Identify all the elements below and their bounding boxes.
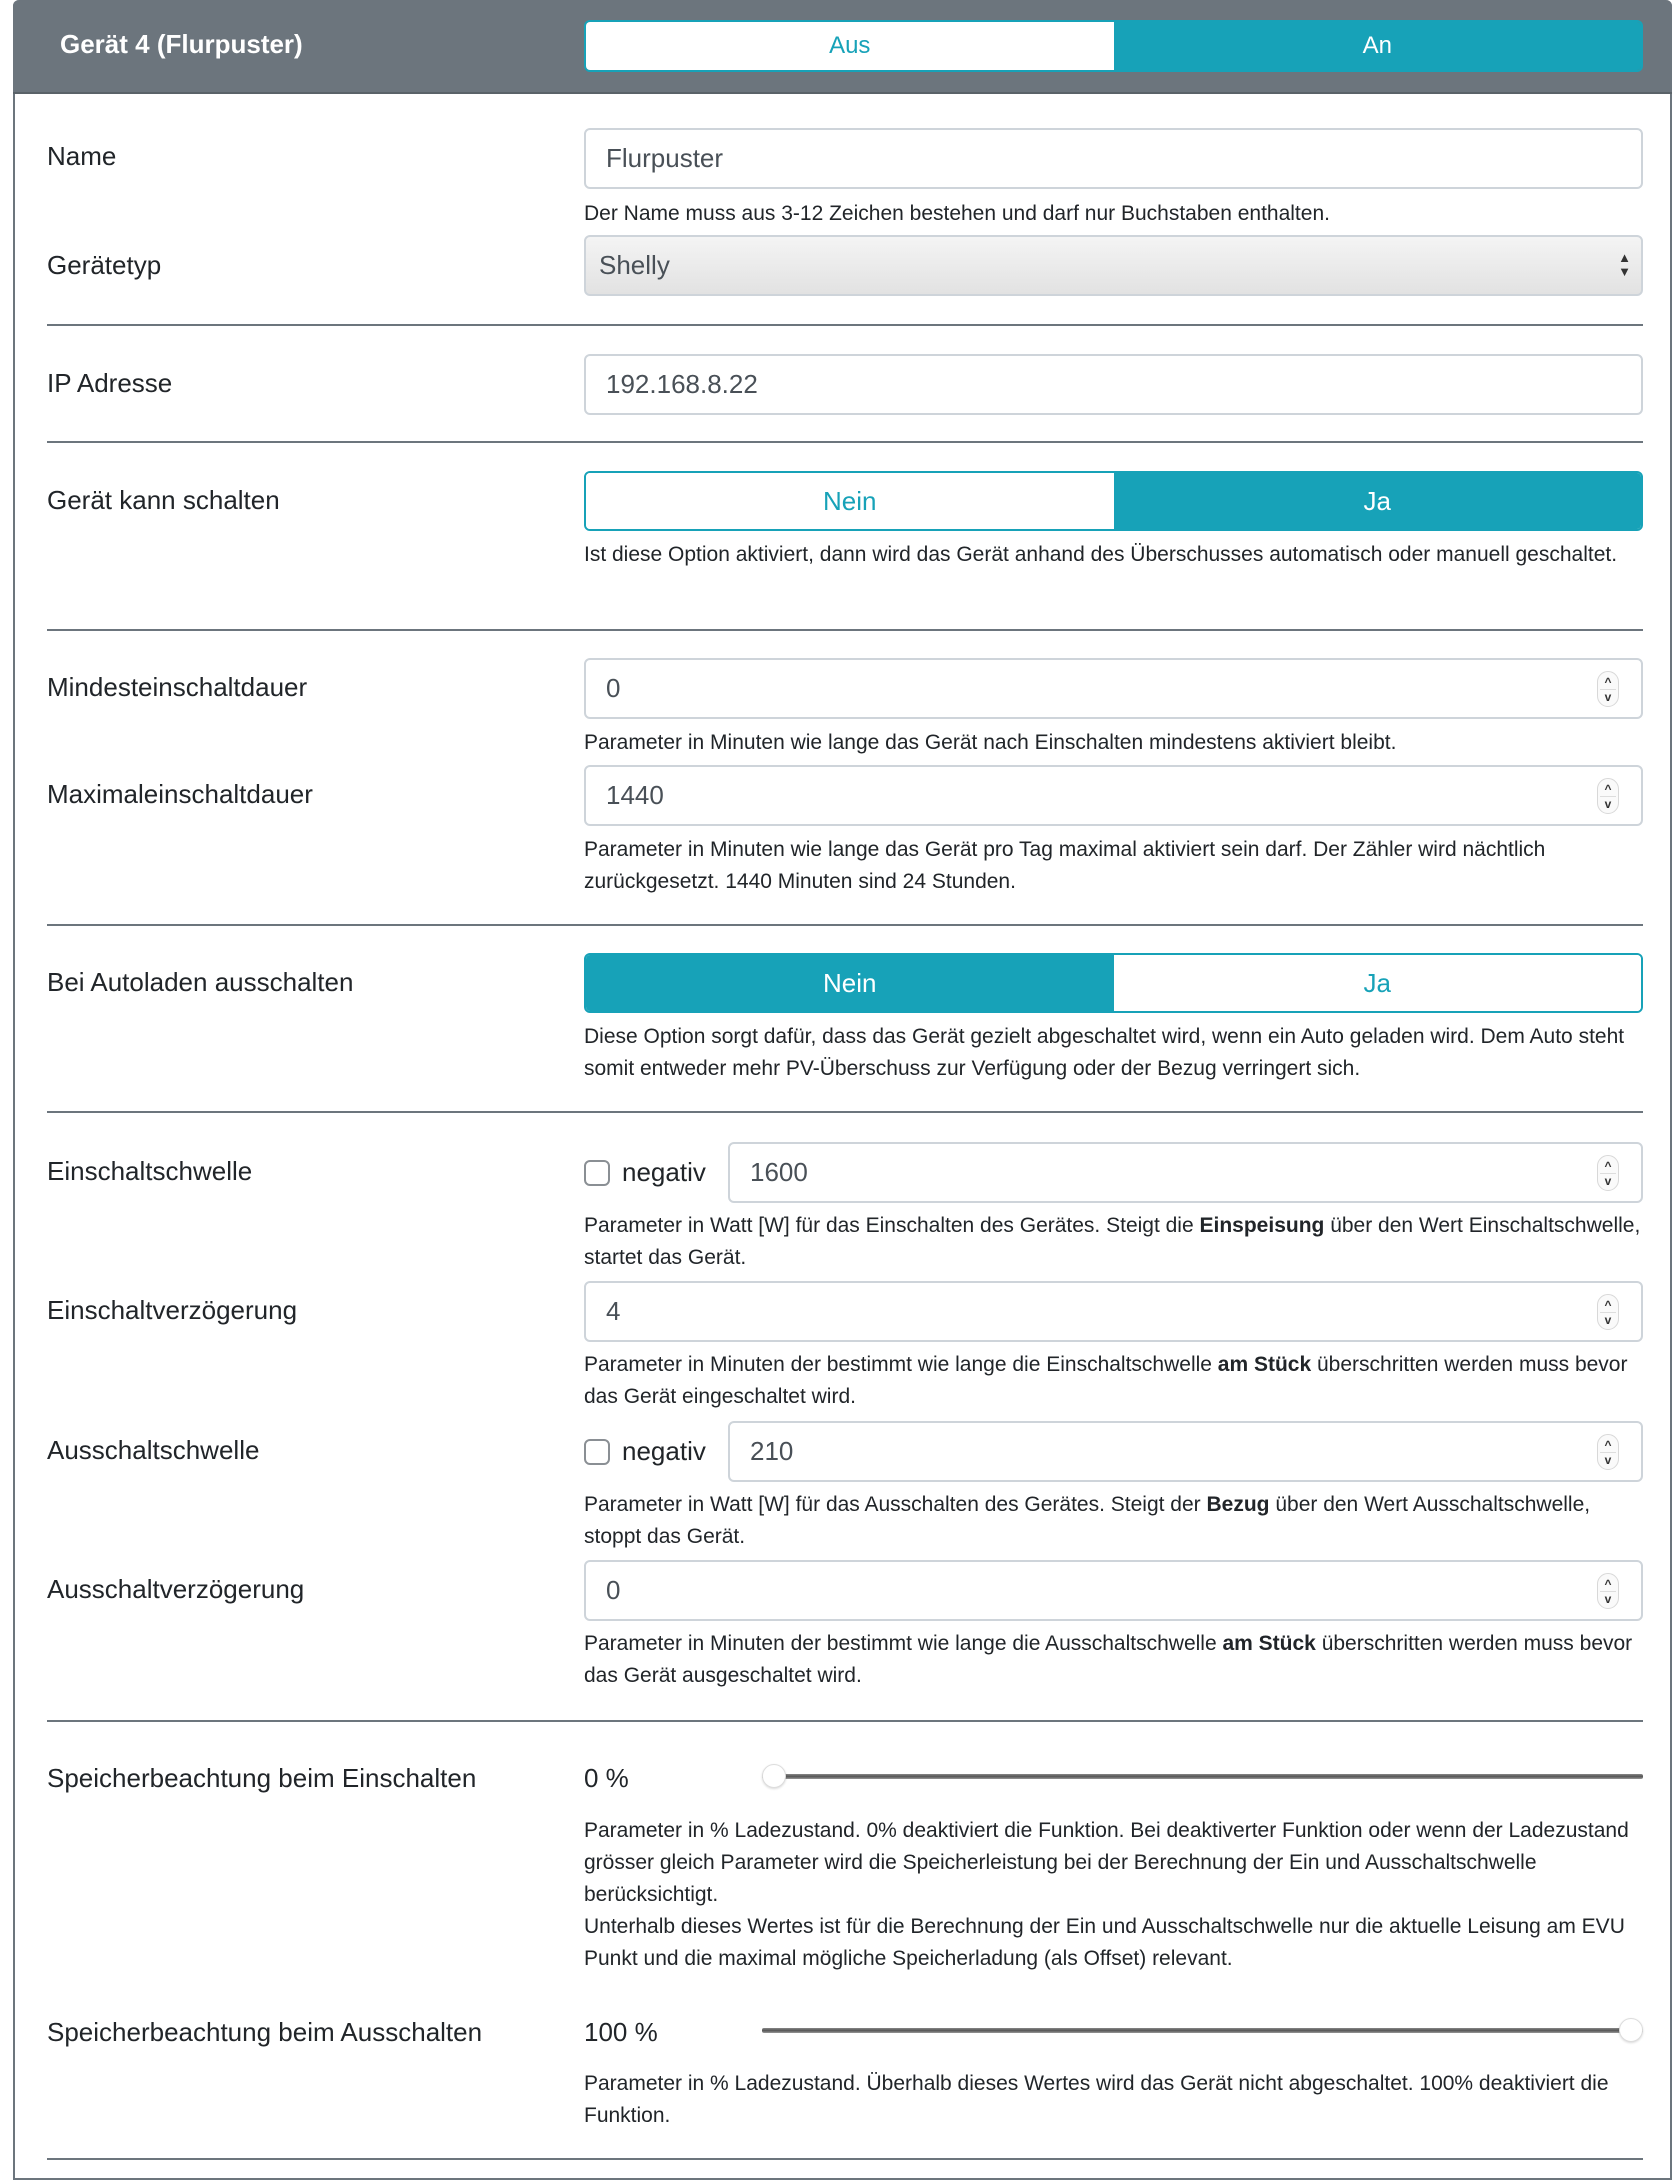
einschaltverzoegerung-help: Parameter in Minuten der bestimmt wie lange die Einschaltschwelle am Stück überschritten werden muss bevor das Gerät eingeschaltet wird.	[584, 1353, 1628, 1408]
divider	[47, 441, 1643, 443]
kann-schalten-help: Ist diese Option aktiviert, dann wird das Gerät anhand des Überschusses automatisch oder manuell geschaltet.	[584, 543, 1618, 566]
ausschaltschwelle-label: Ausschaltschwelle	[47, 1435, 260, 1465]
kann-schalten-toggle	[584, 471, 1643, 531]
einschaltschwelle-value: 1600	[750, 1157, 808, 1187]
spinner-icon[interactable]: ^ v	[1597, 1294, 1619, 1330]
einschaltverzoegerung-value: 4	[606, 1296, 621, 1326]
maximal-value: 1440	[606, 780, 664, 810]
speicher-ein-help: Parameter in % Ladezustand. 0% deaktiviert die Funktion. Bei deaktiverter Funktion oder wenn der Ladezustand grösser gleich Parameter wird die Speicherleistung bei der Berechnung der Ein und Ausschaltschwelle berücksichtigt. Unterhalb dieses Wertes ist für die Berechnung der Ein und Ausschaltschwelle nur die aktuelle Leisung am EVU Punkt und die maximal mögliche Speicherladung (als Offset) relevant.	[584, 1819, 1629, 1970]
divider	[47, 324, 1643, 326]
mindest-label: Mindesteinschaltdauer	[47, 672, 308, 702]
speicher-ein-label: Speicherbeachtung beim Einschalten	[47, 1763, 477, 1793]
negativ-label: negativ	[622, 1157, 706, 1187]
autoladen-toggle	[584, 953, 1643, 1013]
divider	[47, 2158, 1643, 2160]
select-arrows-icon: ▲ ▼	[1618, 250, 1631, 279]
divider	[47, 1720, 1643, 1722]
autoladen-nein[interactable]: Nein	[586, 955, 1114, 1011]
slider-thumb[interactable]	[1619, 2018, 1643, 2042]
name-label: Name	[47, 141, 117, 171]
spinner-icon[interactable]: ^ v	[1597, 778, 1619, 814]
geraetetyp-select[interactable]	[584, 235, 1643, 296]
ausschaltschwelle-help: Parameter in Watt [W] für das Ausschalten des Gerätes. Steigt der Bezug über den Wert Ausschaltschwelle, stoppt das Gerät.	[584, 1493, 1591, 1548]
kann-schalten-ja[interactable]: Ja	[1114, 473, 1642, 529]
ausschaltverzoegerung-help: Parameter in Minuten der bestimmt wie lange die Ausschaltschwelle am Stück überschritten werden muss bevor das Gerät ausgeschaltet wird.	[584, 1632, 1633, 1687]
einschaltschwelle-help: Parameter in Watt [W] für das Einschalten des Gerätes. Steigt die Einspeisung über den Wert Einschaltschwelle, startet das Gerät.	[584, 1214, 1641, 1269]
mindest-value: 0	[606, 673, 621, 703]
ip-label: IP Adresse	[47, 368, 173, 398]
einschaltverzoegerung-label: Einschaltverzögerung	[47, 1295, 298, 1325]
mindest-help: Parameter in Minuten wie lange das Gerät nach Einschalten mindestens aktiviert bleibt.	[584, 731, 1397, 754]
negativ-checkbox[interactable]	[584, 1160, 610, 1186]
ausschaltschwelle-negativ[interactable]	[584, 1421, 706, 1482]
negativ-checkbox[interactable]	[584, 1439, 610, 1465]
autoladen-label: Bei Autoladen ausschalten	[47, 967, 354, 997]
card-title: Gerät 4 (Flurpuster)	[60, 29, 303, 59]
ausschaltschwelle-input[interactable]	[728, 1421, 1643, 1482]
einschaltverzoegerung-input[interactable]	[584, 1281, 1643, 1342]
negativ-label: negativ	[622, 1436, 706, 1466]
autoladen-help: Diese Option sorgt dafür, dass das Gerät gezielt abgeschaltet wird, wenn ein Auto geladen wird. Dem Auto steht somit entweder mehr PV-Überschuss zur Verfügung oder der Bezug verringert sich.	[584, 1025, 1625, 1080]
ausschaltverzoegerung-label: Ausschaltverzögerung	[47, 1574, 305, 1604]
speicher-aus-slider[interactable]	[762, 2028, 1643, 2033]
power-off-button[interactable]: Aus	[586, 22, 1114, 70]
divider	[47, 924, 1643, 926]
power-on-button[interactable]: An	[1114, 22, 1642, 70]
speicher-ein-value: 0 %	[584, 1763, 629, 1793]
geraetetyp-selected: Shelly	[599, 250, 670, 280]
geraetetyp-label: Gerätetyp	[47, 250, 162, 280]
speicher-aus-value: 100 %	[584, 2017, 658, 2047]
ip-input[interactable]: 192.168.8.22	[584, 354, 1643, 415]
ausschaltverzoegerung-value: 0	[606, 1575, 621, 1605]
ausschaltschwelle-value: 210	[750, 1436, 794, 1466]
divider	[47, 629, 1643, 631]
kann-schalten-nein[interactable]: Nein	[586, 473, 1114, 529]
power-toggle	[584, 20, 1643, 72]
divider	[47, 1111, 1643, 1113]
einschaltschwelle-negativ[interactable]	[584, 1142, 706, 1203]
name-input[interactable]: Flurpuster	[584, 128, 1643, 189]
speicher-ein-slider[interactable]	[762, 1774, 1643, 1779]
spinner-icon[interactable]: ^ v	[1597, 671, 1619, 707]
spinner-icon[interactable]: ^ v	[1597, 1434, 1619, 1470]
speicher-aus-help: Parameter in % Ladezustand. Überhalb dieses Wertes wird das Gerät nicht abgeschaltet. 100% deaktiviert die Funktion.	[584, 2072, 1609, 2127]
spinner-icon[interactable]: ^ v	[1597, 1573, 1619, 1609]
maximal-input[interactable]	[584, 765, 1643, 826]
ausschaltverzoegerung-input[interactable]	[584, 1560, 1643, 1621]
einschaltschwelle-label: Einschaltschwelle	[47, 1156, 253, 1186]
spinner-icon[interactable]: ^ v	[1597, 1155, 1619, 1191]
slider-thumb[interactable]	[762, 1764, 786, 1788]
autoladen-ja[interactable]: Ja	[1114, 955, 1642, 1011]
mindest-input[interactable]	[584, 658, 1643, 719]
maximal-help: Parameter in Minuten wie lange das Gerät pro Tag maximal aktiviert sein darf. Der Zähler wird nächtlich zurückgesetzt. 1440 Minuten sind 24 Stunden.	[584, 838, 1546, 893]
einschaltschwelle-input[interactable]	[728, 1142, 1643, 1203]
kann-schalten-label: Gerät kann schalten	[47, 485, 280, 515]
speicher-aus-label: Speicherbeachtung beim Ausschalten	[47, 2017, 483, 2047]
maximal-label: Maximaleinschaltdauer	[47, 779, 313, 809]
name-help: Der Name muss aus 3-12 Zeichen bestehen und darf nur Buchstaben enthalten.	[584, 202, 1330, 225]
